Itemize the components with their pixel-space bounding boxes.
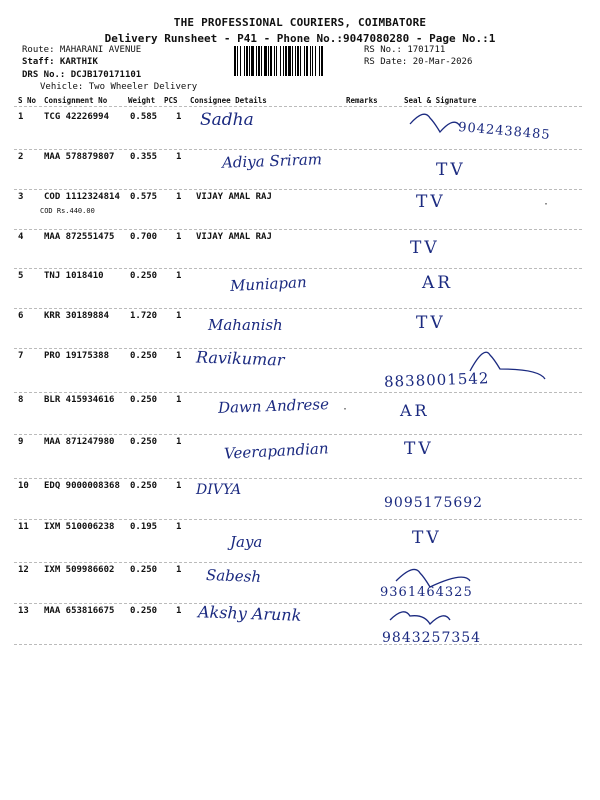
barcode-bar — [306, 46, 308, 76]
handwritten-signature: TV — [416, 313, 446, 333]
handwritten-signature: TV — [436, 160, 466, 180]
row-sno: 11 — [18, 522, 29, 532]
row-sno: 1 — [18, 112, 24, 122]
row-consignment-number: BLR 415934616 — [44, 395, 115, 405]
row-pcs: 1 — [176, 112, 182, 122]
table-row — [0, 112, 600, 153]
barcode-bar — [244, 46, 245, 76]
barcode-bar — [237, 46, 238, 76]
col-header-sno: S No — [18, 96, 37, 105]
handwritten-signature: 9095175692 — [384, 495, 484, 511]
barcode-bar — [270, 46, 272, 76]
row-sno: 5 — [18, 271, 24, 281]
row-weight: 0.250 — [130, 271, 158, 281]
runsheet-subtitle: Delivery Runsheet - P41 - Phone No.:9047080280 - Page No.:1 — [104, 32, 496, 45]
row-divider — [14, 392, 582, 393]
row-weight: 0.250 — [130, 395, 158, 405]
row-divider — [14, 308, 582, 309]
row-pcs: 1 — [176, 565, 182, 575]
row-sno: 2 — [18, 152, 24, 162]
row-consignee-name: VIJAY AMAL RAJ — [196, 232, 272, 242]
barcode-bar — [310, 46, 311, 76]
row-consignment-number: COD 1112324814 — [44, 192, 120, 202]
row-divider — [14, 229, 582, 230]
row-consignment-number: IXM 510006238 — [44, 522, 115, 532]
barcode-bar — [300, 46, 301, 76]
handwritten-recipient-name: Sabesh — [205, 566, 262, 586]
row-pcs: 1 — [176, 192, 182, 202]
row-weight: 0.250 — [130, 481, 158, 491]
row-weight: 0.700 — [130, 232, 158, 242]
vehicle-label: Vehicle: Two Wheeler Delivery — [40, 82, 198, 92]
barcode-bar — [315, 46, 316, 76]
barcode — [234, 46, 360, 76]
row-sno: 10 — [18, 481, 29, 491]
signature-scribble — [0, 606, 600, 646]
row-consignment-number: MAA 653816675 — [44, 606, 115, 616]
row-divider — [14, 189, 582, 190]
barcode-bar — [321, 46, 323, 76]
row-pcs: 1 — [176, 481, 182, 491]
row-divider — [14, 478, 582, 479]
col-header-consignment: Consignment No — [44, 96, 108, 105]
handwritten-signature: TV — [416, 192, 446, 212]
row-pcs: 1 — [176, 351, 182, 361]
handwritten-signature: AR — [422, 273, 454, 293]
barcode-bar — [234, 46, 236, 76]
header-divider — [14, 106, 582, 107]
row-consignment-number: IXM 509986602 — [44, 565, 115, 575]
row-divider — [14, 519, 582, 520]
row-weight: 0.575 — [130, 192, 158, 202]
row-consignment-number: MAA 578879807 — [44, 152, 115, 162]
row-divider — [14, 149, 582, 150]
row-pcs: 1 — [176, 395, 182, 405]
col-header-seal: Seal & Signature — [404, 96, 477, 105]
handwritten-recipient-name: Sadha — [200, 110, 254, 130]
table-row — [0, 437, 600, 478]
row-pcs: 1 — [176, 232, 182, 242]
handwritten-signature: TV — [412, 528, 442, 548]
row-divider — [14, 268, 582, 269]
barcode-bar — [292, 46, 293, 76]
handwritten-recipient-name: Jaya — [230, 533, 263, 551]
table-row — [0, 522, 600, 563]
table-row — [0, 311, 600, 352]
handwritten-signature: 9361464325 — [380, 585, 473, 600]
table-row — [0, 565, 600, 606]
signature-scribble — [0, 565, 600, 605]
table-row — [0, 152, 600, 193]
handwritten-recipient-name: Akshy Arunk — [197, 602, 302, 625]
table-row — [0, 602, 600, 647]
signature-scribble — [0, 351, 600, 391]
row-consignment-number: MAA 871247980 — [44, 437, 115, 447]
staff-label: Staff: KARTHIK — [22, 57, 98, 67]
row-sno: 8 — [18, 395, 24, 405]
route-label: Route: MAHARANI AVENUE — [22, 45, 142, 55]
barcode-bar — [276, 46, 277, 76]
handwritten-recipient-name: DIVYA — [196, 482, 242, 498]
handwritten-signature: 9843257354 — [382, 630, 482, 646]
row-weight: 0.355 — [130, 152, 158, 162]
row-divider — [14, 434, 582, 435]
row-consignment-number: TCG 42226994 — [44, 112, 110, 122]
row-weight: 0.585 — [130, 112, 158, 122]
table-row — [0, 192, 600, 233]
row-consignment-number: MAA 872551475 — [44, 232, 115, 242]
row-pcs: 1 — [176, 606, 182, 616]
row-consignment-number: KRR 30189884 — [44, 311, 110, 321]
row-pcs: 1 — [176, 522, 182, 532]
table-row — [0, 232, 600, 273]
stray-mark: · — [342, 404, 349, 415]
col-header-weight: Weight — [128, 96, 156, 105]
barcode-bar — [246, 46, 248, 76]
barcode-bar — [288, 46, 291, 76]
row-consignment-number: TNJ 1018410 — [44, 271, 104, 281]
table-row — [0, 271, 600, 312]
row-weight: 1.720 — [130, 311, 158, 321]
row-consignee-name: VIJAY AMAL RAJ — [196, 192, 272, 202]
barcode-bar — [256, 46, 257, 76]
handwritten-signature: TV — [410, 238, 440, 258]
barcode-bar — [283, 46, 284, 76]
row-sno: 3 — [18, 192, 24, 202]
row-weight: 0.250 — [130, 351, 158, 361]
row-sno: 4 — [18, 232, 24, 242]
table-row — [0, 481, 600, 522]
barcode-bar — [312, 46, 313, 76]
barcode-bar — [261, 46, 262, 76]
rs-number: RS No.: 1701711 — [364, 45, 446, 55]
handwritten-signature: 8838001542 — [383, 369, 490, 391]
col-header-consignee: Consignee Details — [190, 96, 267, 105]
barcode-bar — [285, 46, 287, 76]
row-pcs: 1 — [176, 311, 182, 321]
row-weight: 0.250 — [130, 565, 158, 575]
stray-mark: · — [543, 199, 550, 210]
row-sno: 6 — [18, 311, 24, 321]
col-header-remarks: Remarks — [346, 96, 378, 105]
drs-number: DRS No.: DCJB170171101 — [22, 70, 142, 80]
handwritten-recipient-name: Mahanish — [208, 316, 283, 334]
row-weight: 0.250 — [130, 437, 158, 447]
handwritten-recipient-name: Adiya Sriram — [221, 150, 323, 172]
barcode-bar — [264, 46, 267, 76]
barcode-bar — [258, 46, 260, 76]
handwritten-recipient-name: Muniapan — [229, 273, 308, 295]
row-divider — [14, 562, 582, 563]
handwritten-recipient-name: Veerapandian — [223, 439, 329, 463]
col-header-pcs: PCS — [164, 96, 178, 105]
table-row — [0, 347, 600, 392]
row-sno: 7 — [18, 351, 24, 361]
row-weight: 0.250 — [130, 606, 158, 616]
row-consignment-number: EDQ 9000008368 — [44, 481, 120, 491]
barcode-bar — [249, 46, 250, 76]
barcode-bar — [274, 46, 275, 76]
row-pcs: 1 — [176, 271, 182, 281]
row-divider — [14, 348, 582, 349]
barcode-bar — [280, 46, 281, 76]
handwritten-recipient-name: Ravikumar — [195, 347, 285, 370]
handwritten-signature: TV — [404, 439, 434, 459]
handwritten-signature: AR — [400, 401, 430, 420]
barcode-bar — [295, 46, 296, 76]
handwritten-recipient-name: Dawn Andrese — [217, 395, 330, 417]
rs-date: RS Date: 20-Mar-2026 — [364, 57, 473, 67]
barcode-bar — [240, 46, 241, 76]
barcode-bar — [251, 46, 254, 76]
row-pcs: 1 — [176, 152, 182, 162]
barcode-bar — [304, 46, 305, 76]
barcode-bar — [297, 46, 299, 76]
row-consignment-number: PRO 19175388 — [44, 351, 110, 361]
barcode-bar — [319, 46, 320, 76]
row-sno: 13 — [18, 606, 29, 616]
barcode-bar — [268, 46, 269, 76]
row-sno: 9 — [18, 437, 24, 447]
row-cod-amount: COD Rs.440.00 — [40, 207, 95, 215]
handwritten-signature: 9042438485 — [457, 119, 552, 144]
table-row — [0, 395, 600, 436]
row-pcs: 1 — [176, 437, 182, 447]
runsheet-title: THE PROFESSIONAL COURIERS, COIMBATORE — [173, 16, 427, 29]
row-divider — [14, 603, 582, 604]
row-weight: 0.195 — [130, 522, 158, 532]
row-sno: 12 — [18, 565, 29, 575]
row-divider — [14, 644, 582, 645]
